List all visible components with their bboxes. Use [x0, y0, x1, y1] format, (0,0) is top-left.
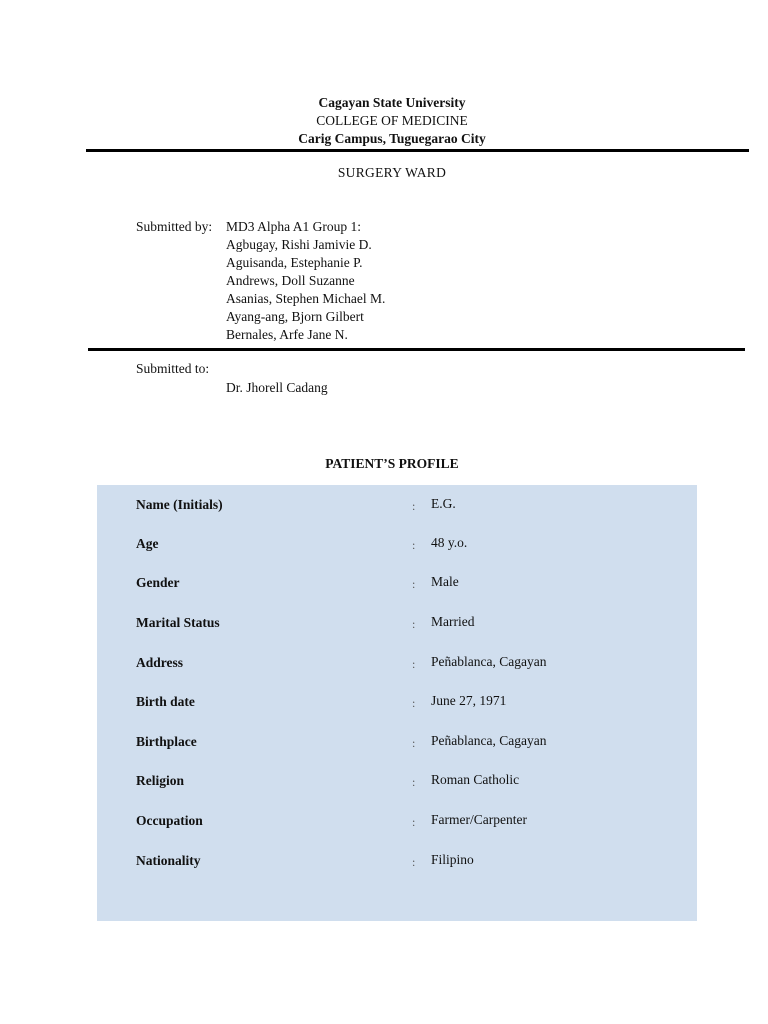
field-value: Peñablanca, Cagayan: [431, 733, 547, 748]
section-divider: [88, 348, 745, 351]
patient-profile-table: [97, 485, 697, 921]
table-row: [97, 767, 697, 787]
list-item: Aguisanda, Estephanie P.: [226, 255, 363, 270]
field-value: June 27, 1971: [431, 693, 507, 708]
field-separator: :: [412, 499, 416, 513]
submitted-to-label: Submitted to:: [136, 361, 210, 376]
field-separator: :: [412, 815, 416, 829]
table-row: [97, 688, 697, 708]
table-row: [97, 728, 697, 748]
field-value: Married: [431, 614, 475, 629]
field-label: Nationality: [136, 853, 201, 868]
field-value: Farmer/Carpenter: [431, 812, 527, 827]
field-separator: :: [412, 736, 416, 750]
group-name: MD3 Alpha A1 Group 1:: [226, 219, 361, 234]
list-item: Bernales, Arfe Jane N.: [226, 327, 348, 342]
table-row: [97, 530, 697, 550]
ward-title: SURGERY WARD: [337, 165, 447, 180]
field-separator: :: [412, 855, 416, 869]
instructor-name: Dr. Jhorell Cadang: [226, 380, 328, 395]
field-separator: :: [412, 775, 416, 789]
field-value: 48 y.o.: [431, 535, 468, 550]
table-row: [97, 649, 697, 669]
field-separator: :: [412, 696, 416, 710]
field-separator: :: [412, 657, 416, 671]
field-label: Marital Status: [136, 615, 220, 630]
table-row: [97, 609, 697, 629]
list-item: Andrews, Doll Suzanne: [226, 273, 355, 288]
document-header: [0, 94, 768, 148]
profile-title: PATIENT’S PROFILE: [325, 456, 459, 471]
table-row: [97, 807, 697, 827]
university-name: Cagayan State University: [318, 95, 466, 110]
list-item: Ayang-ang, Bjorn Gilbert: [226, 309, 364, 324]
field-value: Male: [431, 574, 459, 589]
field-value: Filipino: [431, 852, 474, 867]
table-row: [97, 569, 697, 589]
field-label: Gender: [136, 575, 180, 590]
header-divider: [86, 149, 749, 152]
field-label: Birthplace: [136, 734, 197, 749]
table-row: [97, 847, 697, 867]
list-item: Agbugay, Rishi Jamivie D.: [226, 237, 372, 252]
field-label: Religion: [136, 773, 185, 788]
field-separator: :: [412, 617, 416, 631]
field-value: Roman Catholic: [431, 772, 520, 787]
field-label: Occupation: [136, 813, 203, 828]
field-label: Name (Initials): [136, 497, 223, 512]
field-label: Address: [136, 655, 184, 670]
member-list: [226, 236, 385, 344]
college-name: COLLEGE OF MEDICINE: [316, 113, 468, 128]
field-label: Birth date: [136, 694, 195, 709]
field-label: Age: [136, 536, 159, 551]
table-row: [97, 491, 697, 511]
submitted-by-label: Submitted by:: [136, 219, 213, 234]
field-separator: :: [412, 577, 416, 591]
field-separator: :: [412, 538, 416, 552]
field-value: Peñablanca, Cagayan: [431, 654, 547, 669]
list-item: Asanias, Stephen Michael M.: [226, 291, 386, 306]
field-value: E.G.: [431, 496, 456, 511]
campus-name: Carig Campus, Tuguegarao City: [298, 131, 486, 146]
